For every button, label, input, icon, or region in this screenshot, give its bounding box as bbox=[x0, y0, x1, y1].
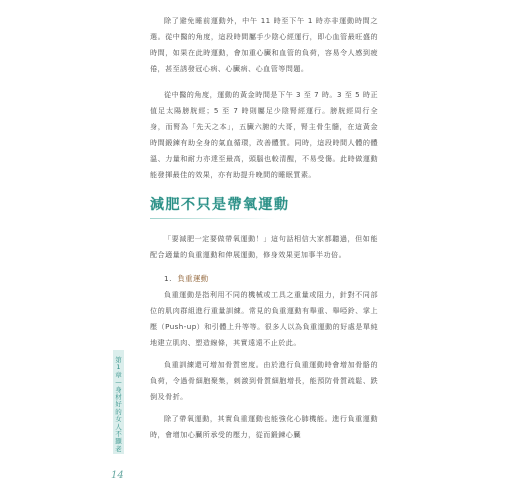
heading-underline bbox=[150, 218, 275, 219]
list-item-label: 負重運動 bbox=[177, 274, 209, 283]
paragraph-1: 除了避免睡前運動外，中午 11 時至下午 1 時亦非運動時間之選。從中醫的角度，這段時間屬手少陰心經運行，即心血管最旺盛的時間，如果在此時運動，會加重心臟和血管的負荷，容易令人感到疲倦，甚至誘發冠心病、心臟病、心血管等問題。 bbox=[150, 16, 378, 73]
body-paragraph-2: 負重訓練還可增加骨質密度。由於進行負重運動時會增加骨骼的負荷，令過骨細胞聚集，刺激到骨質細胞增長，能預防骨質疏鬆、跌倒及骨折。 bbox=[150, 360, 378, 401]
list-item-number: 1. bbox=[164, 274, 172, 283]
chapter-label: 第1章 bbox=[115, 356, 122, 379]
section-heading: 減肥不只是帶氧運動 bbox=[150, 197, 290, 213]
paragraph-2: 從中醫的角度，運動的黃金時間是下午 3 至 7 時。3 至 5 時正值足太陽膀胱經；5 至 7 時則屬足少陰腎經運行。膀胱經周行全身，而腎為「先天之本」，五臟六腑的大哥，腎主骨生髓，在這黃金時間鍛鍊有助全身的氣血循環，改善體質。同時，這段時間人體的體溫、力量和耐力亦達至最高，頭腦也較清醒，不易受傷。此時做運動能發揮最佳的效果，亦有助提升晚間的睡眠質素。 bbox=[150, 90, 378, 179]
body-paragraph-1: 負重運動是指利用不同的機械或工具之重量或阻力，針對不同部位的肌肉群組進行重量訓練。常見的負重運動有舉重、舉啞鈴、掌上壓（Push-up）和引體上升等等。很多人以為負重運動的好處是單純地建立肌肉、塑造線條，其實遠遠不止於此。 bbox=[150, 290, 378, 347]
chapter-sidebar-text bbox=[114, 357, 123, 453]
book-title: 身材好的女人不顯老 bbox=[115, 385, 122, 453]
section-heading-block bbox=[150, 195, 378, 221]
section-intro: 「要減肥一定要做帶氧運動！」這句話相信大家都聽過，但如能配合適量的負重運動和伸展運動，修身效果更加事半功倍。 bbox=[150, 234, 378, 259]
page-number: 14 bbox=[111, 470, 124, 481]
body-paragraph-3: 除了帶氧運動，其實負重運動也能強化心肺機能。進行負重運動時，會增加心臟所承受的壓力，從而鍛鍊心臟 bbox=[150, 414, 378, 439]
main-text-column bbox=[150, 13, 378, 443]
chapter-separator: — bbox=[115, 378, 122, 387]
list-item-title bbox=[164, 271, 378, 287]
